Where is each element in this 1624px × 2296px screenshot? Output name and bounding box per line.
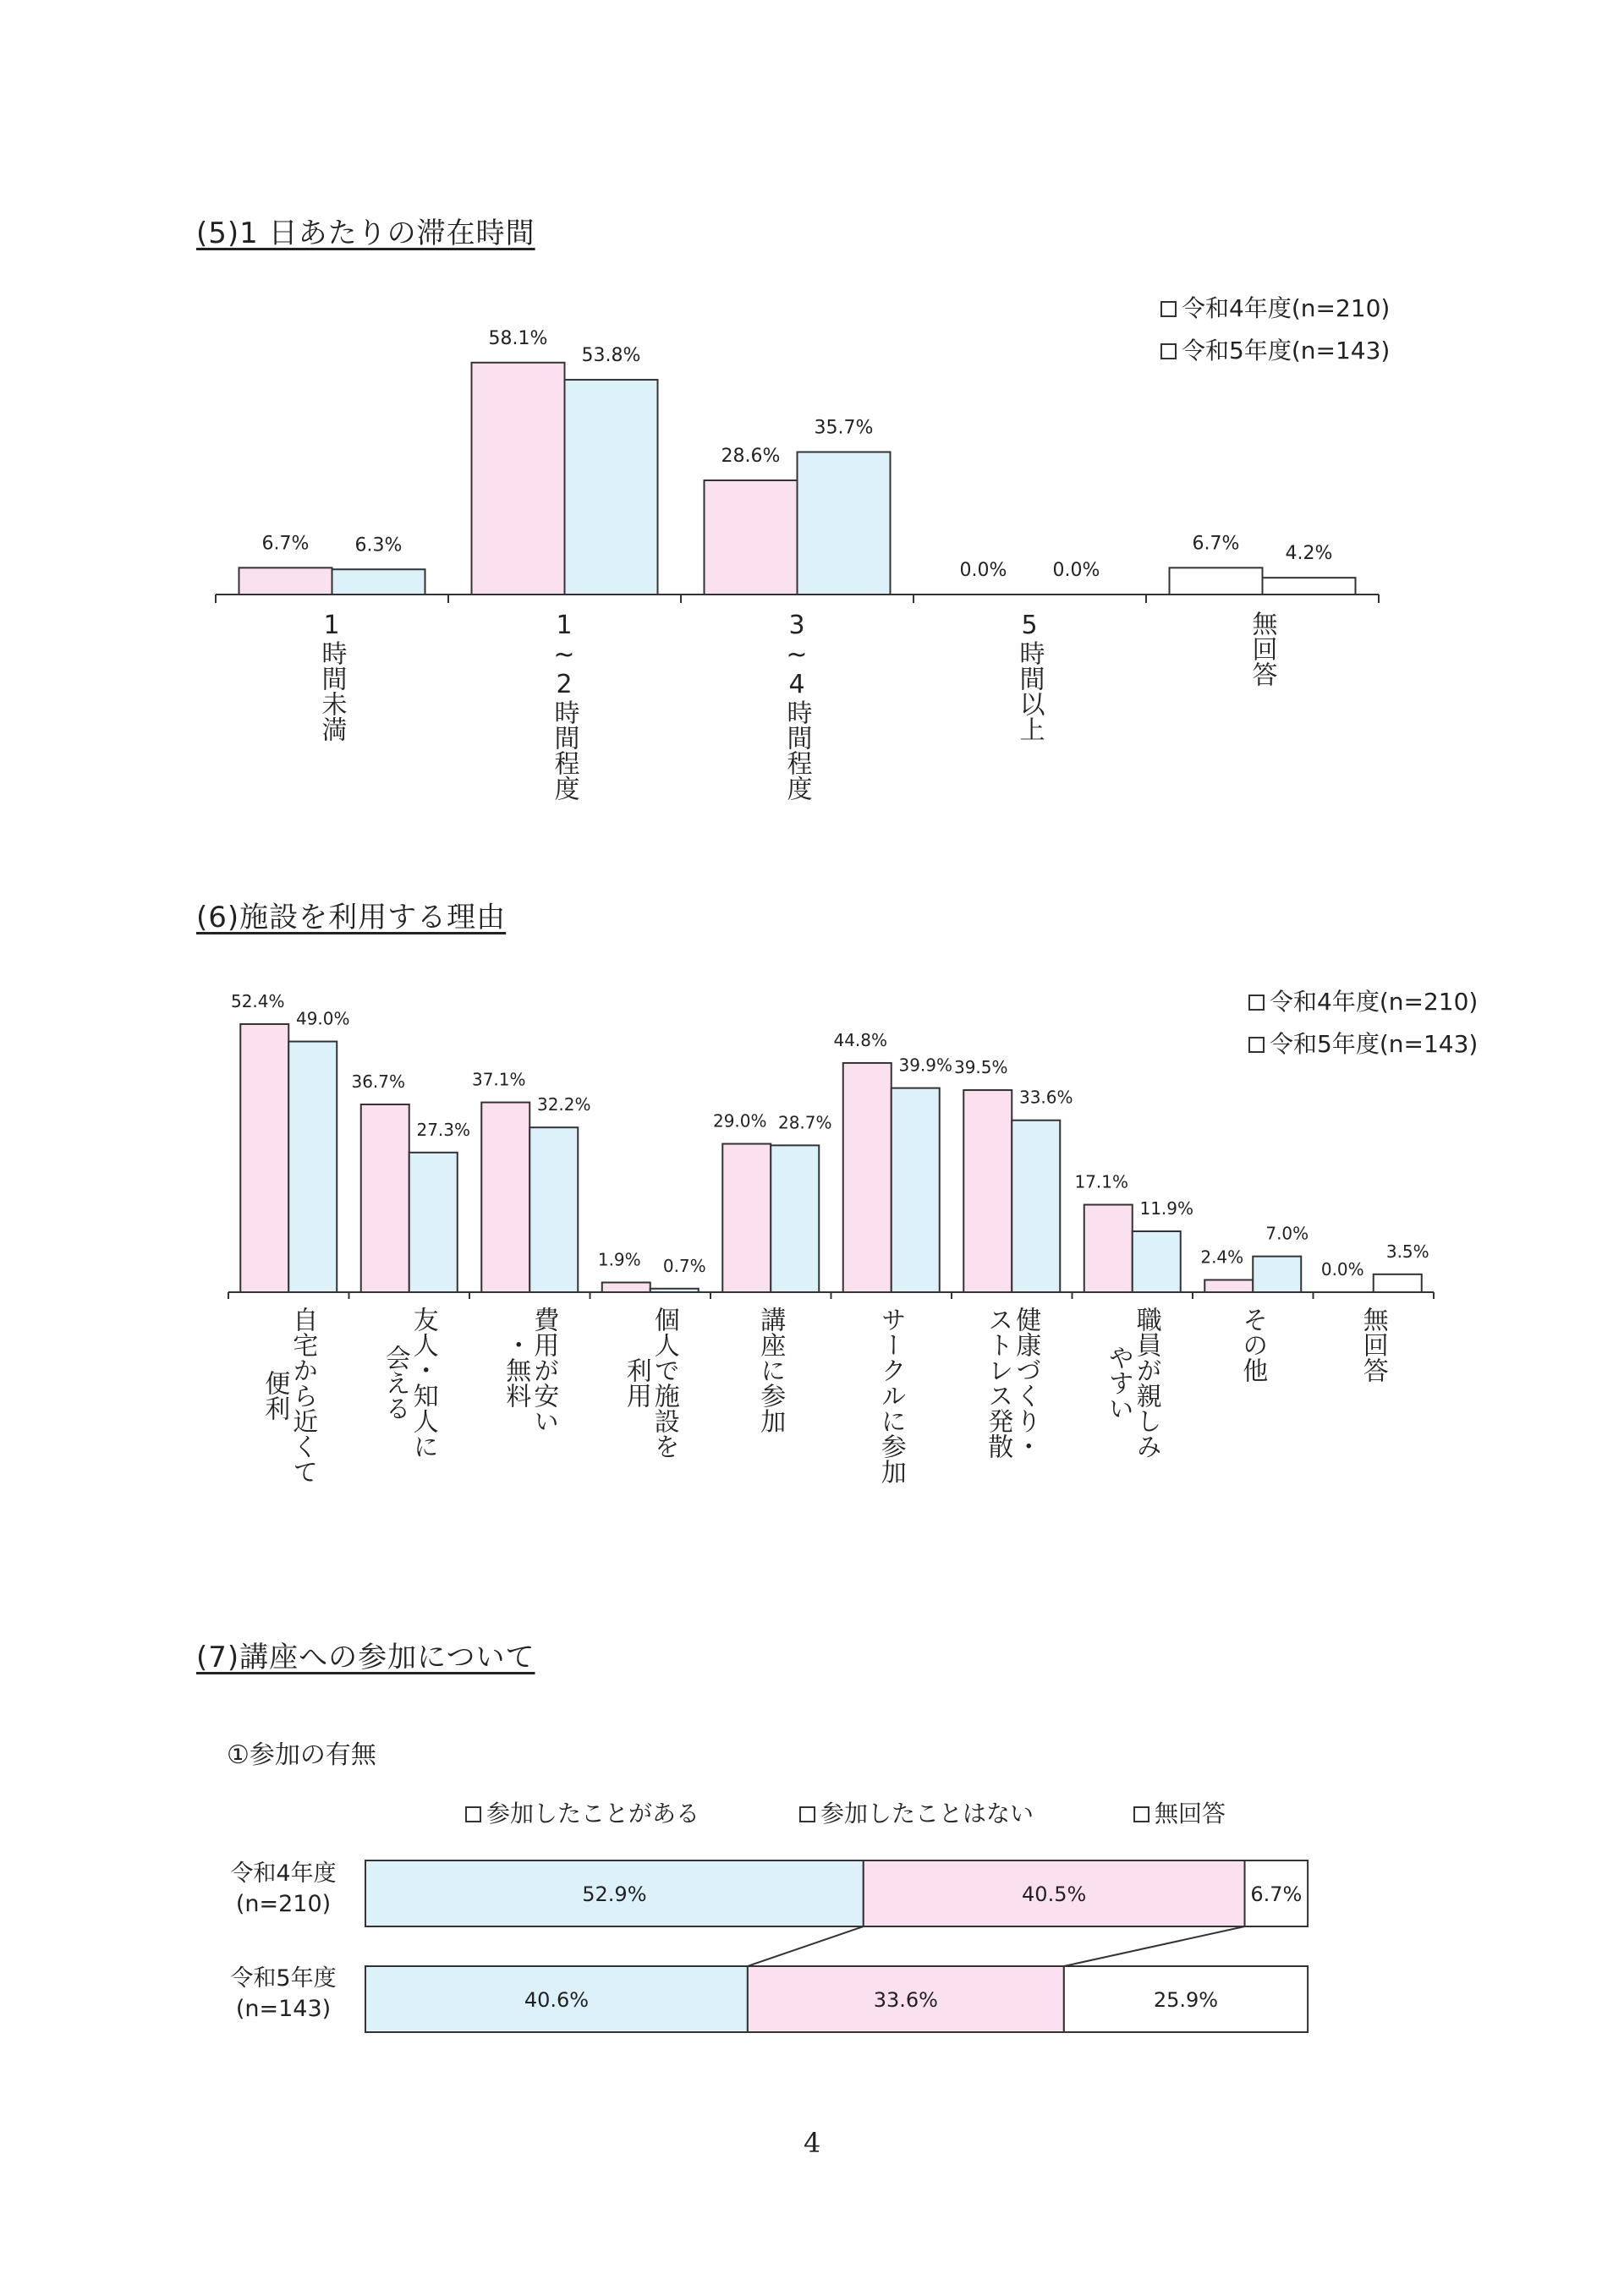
legend-label: 令和4年度(n=210): [1182, 294, 1391, 322]
category-label: 講座に参加: [755, 1307, 786, 1433]
data-label: 0.0%: [1320, 1259, 1364, 1280]
data-label: 6.3%: [354, 534, 403, 556]
category-label: その他: [1237, 1307, 1268, 1383]
legend-label: 参加したことがある: [486, 1800, 700, 1827]
row-label-2022: 令和4年度 (n=210): [230, 1860, 337, 1917]
category-label: 自宅から近くて 便利: [260, 1307, 318, 1484]
data-label: 27.3%: [416, 1119, 471, 1140]
data-label: 0.7%: [662, 1255, 706, 1276]
data-label: 32.2%: [536, 1094, 591, 1115]
data-label: 52.9%: [582, 1882, 647, 1906]
data-label: 6.7%: [1250, 1882, 1303, 1906]
section7-subtitle: ①参加の有無: [227, 1740, 376, 1770]
legend-label: 無回答: [1155, 1800, 1226, 1827]
data-label: 29.0%: [712, 1110, 767, 1132]
data-label: 40.5%: [1022, 1882, 1087, 1906]
data-label: 33.6%: [1018, 1087, 1073, 1108]
category-label: 3~4時間程度: [782, 611, 812, 801]
legend-label: 参加したことはない: [820, 1800, 1034, 1827]
data-label: 25.9%: [1153, 1988, 1219, 2012]
category-label: 個人で施設を 利用: [621, 1307, 679, 1459]
legend-label: 令和4年度(n=210): [1270, 988, 1479, 1016]
data-label: 11.9%: [1139, 1198, 1194, 1219]
category-label: 無回答: [1247, 611, 1277, 687]
data-label: 2.4%: [1200, 1247, 1244, 1268]
row-label-2023: 令和5年度 (n=143): [230, 1965, 337, 2022]
category-label: 職員が親しみ やすい: [1103, 1307, 1161, 1459]
category-label: 費用が安い ・無料: [501, 1307, 559, 1433]
category-label: 5時間以上: [1014, 611, 1045, 742]
category-label: 友人・知人に 会える: [380, 1307, 438, 1459]
data-label: 4.2%: [1285, 543, 1333, 565]
data-label: 3.5%: [1385, 1241, 1429, 1262]
category-label: 無回答: [1358, 1307, 1388, 1383]
data-label: 49.0%: [295, 1008, 350, 1029]
data-label: 52.4%: [230, 990, 285, 1011]
data-label: 6.7%: [261, 533, 310, 555]
section5-title: (5)1 日あたりの滞在時間: [196, 216, 535, 250]
data-label: 28.6%: [721, 446, 781, 468]
connector-line: [1064, 1926, 1245, 1966]
data-label: 6.7%: [1192, 533, 1240, 555]
category-label: 1~2時間程度: [549, 611, 579, 801]
data-label: 40.6%: [524, 1988, 590, 2012]
data-label: 37.1%: [471, 1069, 526, 1090]
data-label: 39.5%: [953, 1057, 1008, 1078]
category-label: 1時間未満: [316, 611, 347, 742]
connector-line: [748, 1926, 864, 1966]
data-label: 53.8%: [581, 345, 641, 367]
category-label: 健康づくり・ ストレス発散: [983, 1307, 1041, 1459]
data-label: 33.6%: [873, 1988, 938, 2012]
data-label: 17.1%: [1074, 1171, 1129, 1192]
data-label: 58.1%: [488, 327, 548, 349]
section7-title: (7)講座への参加について: [196, 1641, 535, 1674]
data-label: 35.7%: [814, 417, 874, 439]
category-label: サークルに参加: [875, 1307, 906, 1484]
data-label: 0.0%: [1052, 560, 1100, 581]
page-number: 4: [804, 2127, 821, 2159]
legend-label: 令和5年度(n=143): [1182, 337, 1391, 364]
data-label: 28.7%: [777, 1112, 832, 1133]
data-label: 1.9%: [597, 1249, 641, 1270]
data-label: 0.0%: [959, 560, 1007, 581]
section6-title: (6)施設を利用する理由: [196, 901, 507, 934]
data-label: 7.0%: [1265, 1223, 1309, 1244]
data-label: 44.8%: [833, 1029, 888, 1050]
data-label: 39.9%: [898, 1055, 953, 1076]
data-label: 36.7%: [351, 1071, 406, 1092]
legend-label: 令和5年度(n=143): [1270, 1030, 1479, 1058]
